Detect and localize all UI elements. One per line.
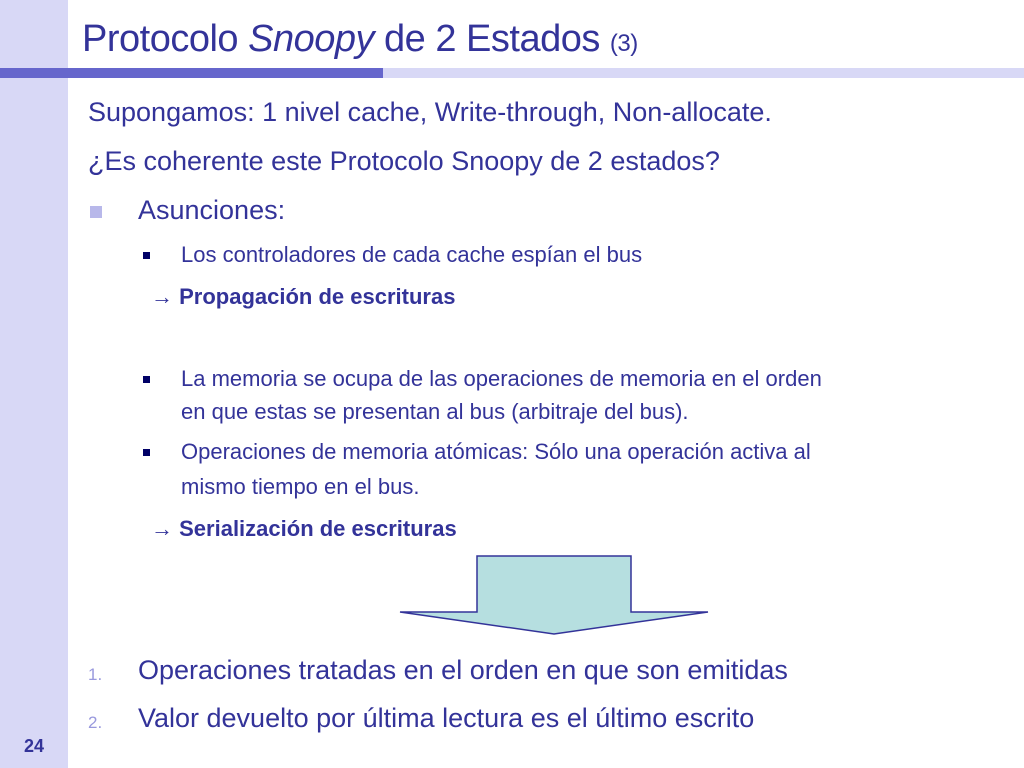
- down-arrow-icon: [396, 554, 712, 638]
- result-2-text: Valor devuelto por última lectura es el último escrito: [138, 703, 755, 733]
- result-1-text: Operaciones tratadas en el orden en que son emitidas: [138, 655, 788, 685]
- sub-bullet-3-line-1: Operaciones de memoria atómicas: Sólo una operación activa al: [181, 439, 811, 464]
- result-1-number: 1.: [88, 665, 103, 684]
- title-underline-bar: [0, 68, 1024, 78]
- arrow-line-1-text: Propagación de escrituras: [179, 284, 456, 309]
- sub-bullet-2-line-2: en que estas se presentan al bus (arbitraje del bus).: [181, 399, 689, 424]
- small-bullet-icon: [143, 252, 150, 259]
- arrow-line-2: [151, 516, 457, 542]
- page-number: 24: [24, 736, 45, 756]
- right-arrow-icon: →: [151, 284, 173, 309]
- title-suffix: (3): [609, 30, 638, 57]
- intro-line-2: ¿Es coherente este Protocolo Snoopy de 2 estados?: [88, 146, 720, 176]
- title-italic: Snoopy: [248, 18, 374, 60]
- title-bar-dark-segment: [0, 68, 383, 78]
- title-main: Protocolo: [82, 18, 249, 60]
- small-bullet-icon: [143, 449, 150, 456]
- left-sidebar: [0, 0, 68, 768]
- asunciones-label: Asunciones:: [138, 195, 286, 225]
- result-2-number: 2.: [88, 713, 103, 732]
- title-rest: de 2 Estados: [373, 18, 610, 60]
- small-bullet-icon: [143, 376, 150, 383]
- arrow-line-1: [151, 284, 455, 310]
- sub-bullet-1: Los controladores de cada cache espían el bus: [181, 242, 643, 267]
- slide-title: [82, 18, 638, 61]
- right-arrow-icon: →: [151, 516, 173, 541]
- arrow-line-2-text: Serialización de escrituras: [179, 516, 457, 541]
- title-bar-light-segment: [383, 68, 1024, 78]
- square-bullet-icon: [90, 206, 102, 218]
- intro-line-1: Supongamos: 1 nivel cache, Write-through, Non-allocate.: [88, 97, 772, 127]
- sub-bullet-2-line-1: La memoria se ocupa de las operaciones de memoria en el orden: [181, 366, 822, 391]
- sub-bullet-3-line-2: mismo tiempo en el bus.: [181, 474, 420, 499]
